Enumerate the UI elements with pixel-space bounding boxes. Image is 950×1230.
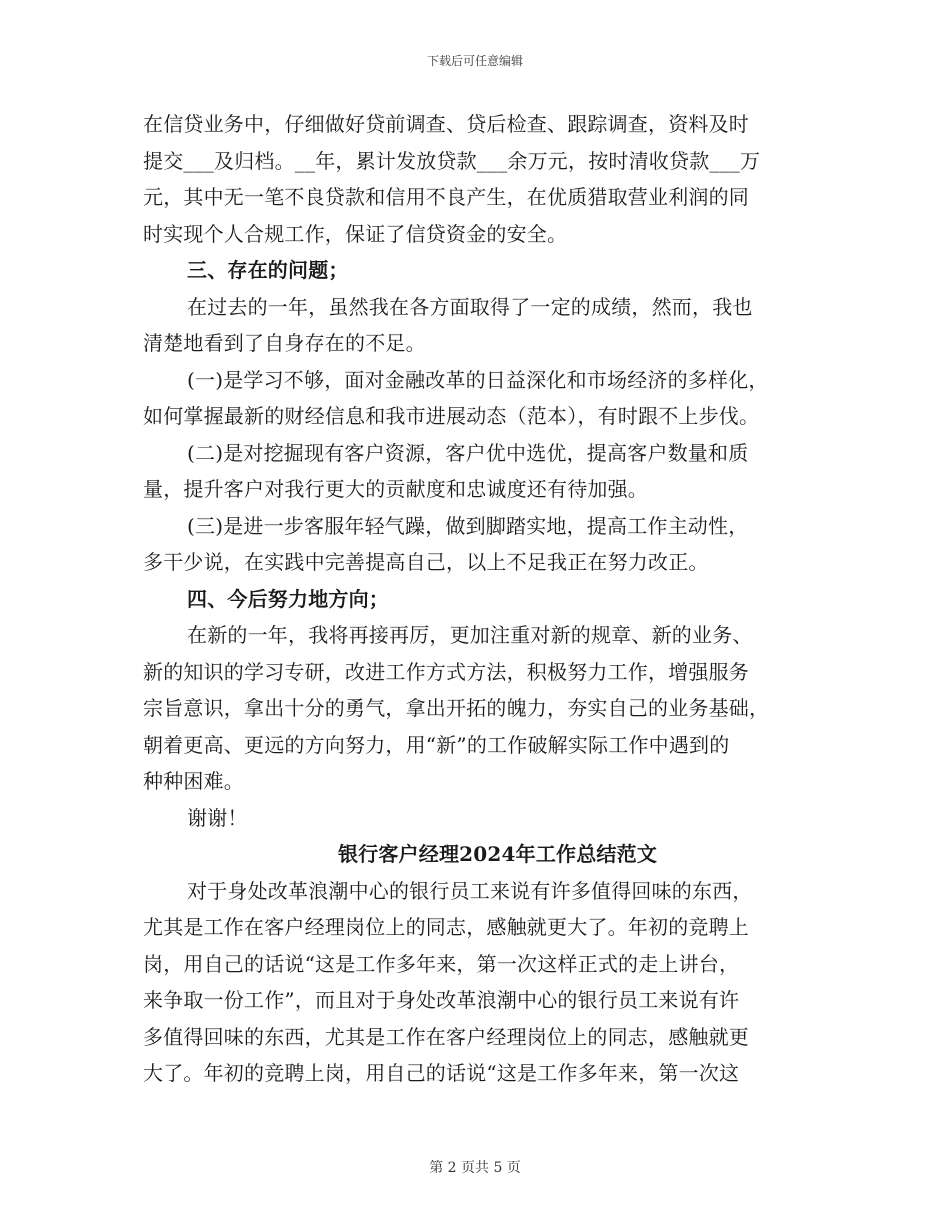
body-line: 对于身处改革浪潮中心的银行员工来说有许多值得回味的东西， — [187, 878, 753, 903]
document-body — [143, 108, 808, 1094]
body-line: 量，提升客户对我行更大的贡献度和忠诚度还有待加强。 — [143, 477, 648, 501]
document-title: 银行客户经理2024年工作总结范文 — [337, 842, 658, 866]
body-line: 朝着更高、更远的方向努力，用“新”的工作破解实际工作中遇到的 — [143, 732, 730, 757]
body-line: 在过去的一年，虽然我在各方面取得了一定的成绩，然而，我也 — [187, 294, 753, 319]
body-line: 提交___及归档。__年，累计发放贷款___余万元，按时清收贷款___万 — [143, 148, 761, 173]
body-line: (二)是对挖掘现有客户资源，客户优中选优，提高客户数量和质 — [187, 440, 749, 465]
body-line: 谢谢！ — [187, 805, 248, 830]
body-line: 大了。年初的竞聘上岗，用自己的话说“这是工作多年来，第一次这 — [143, 1061, 740, 1085]
body-line: 尤其是工作在客户经理岗位上的同志，感触就更大了。年初的竞聘上 — [143, 915, 749, 939]
body-line: (一)是学习不够，面对金融改革的日益深化和市场经济的多样化， — [187, 367, 769, 392]
section-heading: 三、存在的问题； — [187, 258, 349, 282]
page-footer: 第 2 页共 5 页 — [429, 1160, 521, 1176]
body-line: (三)是进一步客服年轻气躁，做到脚踏实地，提高工作主动性， — [187, 513, 749, 538]
body-line: 清楚地看到了自身存在的不足。 — [143, 331, 426, 355]
body-line: 元，其中无一笔不良贷款和信用不良产生，在优质猎取营业利润的同 — [143, 185, 749, 209]
body-line: 多值得回味的东西，尤其是工作在客户经理岗位上的同志，感触就更 — [143, 1024, 749, 1049]
body-line: 在信贷业务中，仔细做好贷前调查、贷后检查、跟踪调查，资料及时 — [143, 112, 749, 136]
body-line: 岗，用自己的话说“这是工作多年来，第一次这样正式的走上讲台， — [143, 951, 740, 976]
body-line: 种种困难。 — [143, 769, 244, 793]
body-line: 在新的一年，我将再接再厉，更加注重对新的规章、新的业务、 — [187, 623, 753, 647]
body-line: 如何掌握最新的财经信息和我市进展动态（范本），有时跟不上步伐。 — [143, 404, 760, 428]
section-heading: 四、今后努力地方向； — [187, 586, 389, 611]
body-line: 多干少说，在实践中完善提高自己，以上不足我正在努力改正。 — [143, 550, 709, 574]
body-line: 新的知识的学习专研，改进工作方式方法，积极努力工作，增强服务 — [143, 659, 749, 684]
page-header: 下载后可任意编辑 — [426, 54, 523, 68]
body-line: 宗旨意识，拿出十分的勇气，拿出开拓的魄力，夯实自己的业务基础， — [143, 696, 770, 720]
body-line: 时实现个人合规工作，保证了信贷资金的安全。 — [143, 221, 568, 246]
body-line: 来争取一份工作”，而且对于身处改革浪潮中心的银行员工来说有许 — [143, 988, 740, 1012]
